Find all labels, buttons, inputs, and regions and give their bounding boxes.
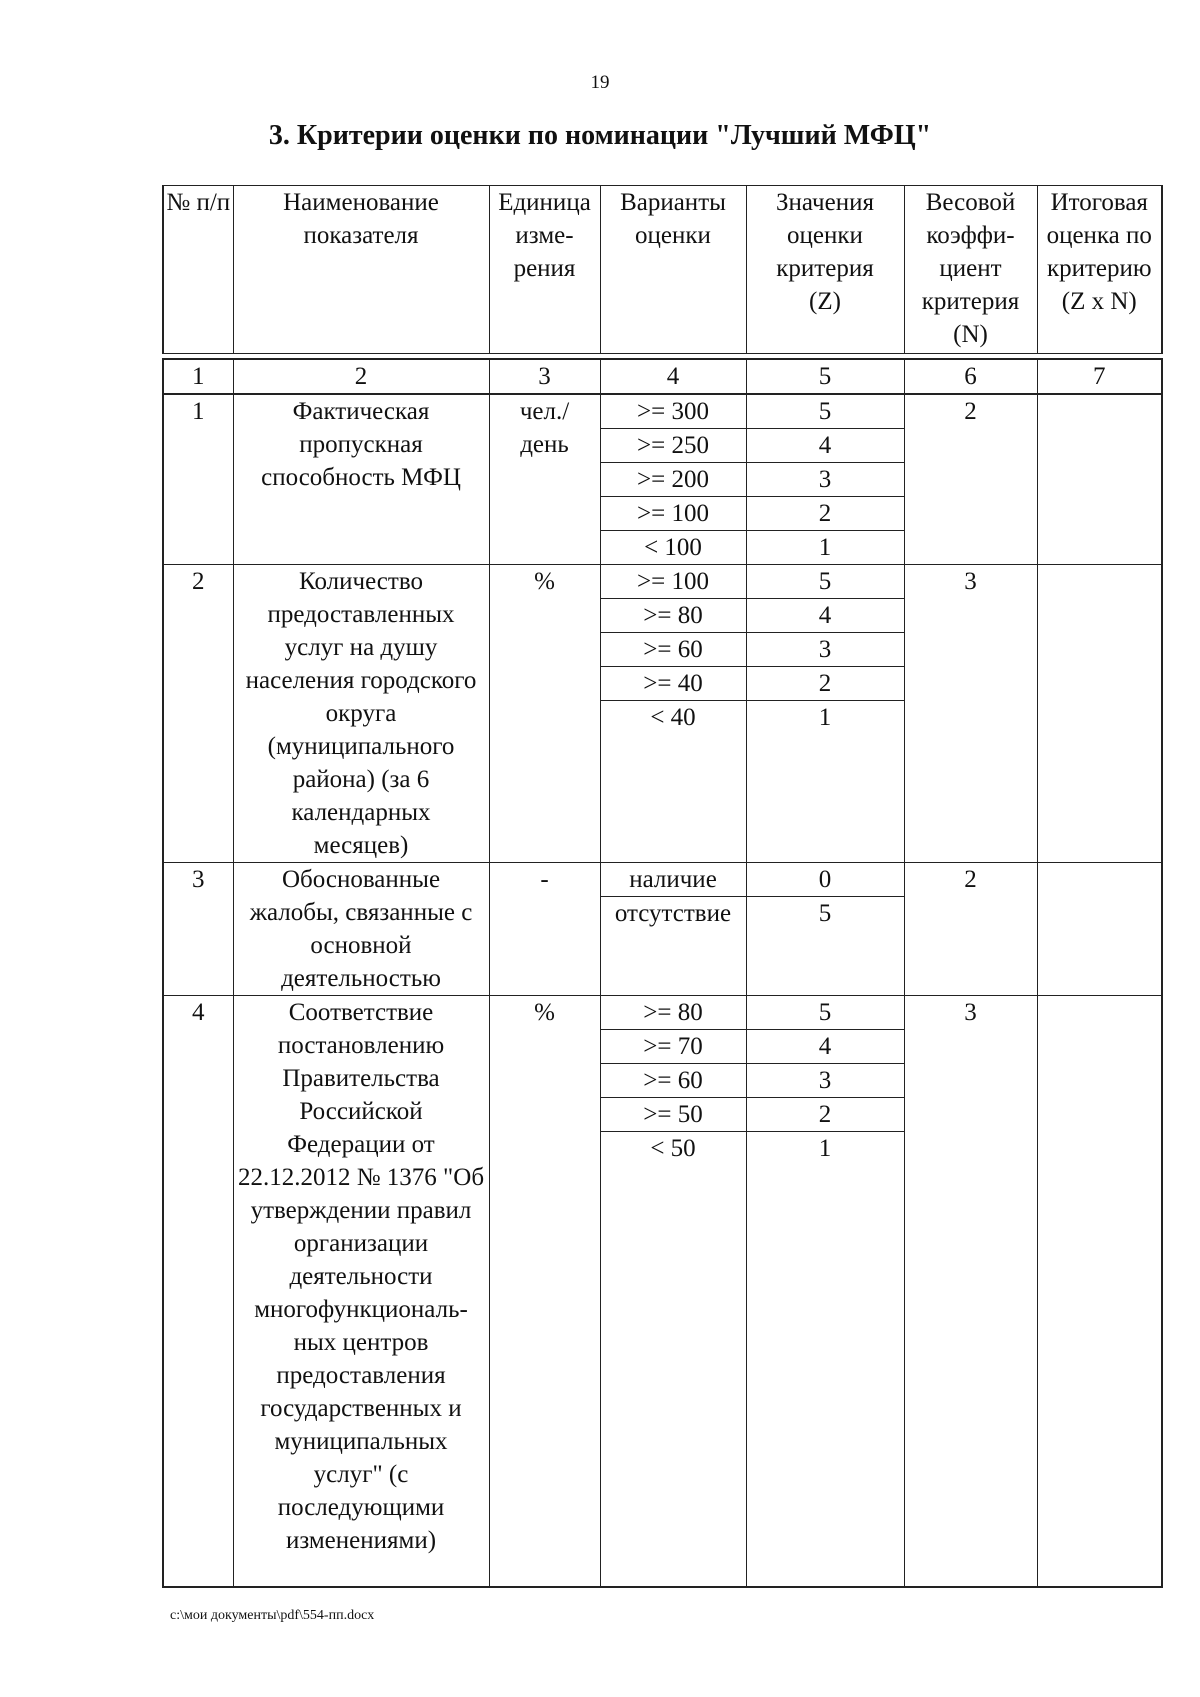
criterion-name: Соответствие постановлению Правительства Российской Федерации от 22.12.2012 № 1376 "Об утверждении правил организации деятельности многофункциональ-ных центров предоставления государственных и муниципальных услуг" (с последующими изменениями) bbox=[233, 996, 489, 1588]
variant: < 100 bbox=[644, 534, 702, 561]
criterion-unit: чел./ день bbox=[489, 394, 600, 565]
value: 0 bbox=[747, 863, 904, 897]
value: 1 bbox=[818, 1135, 832, 1162]
variant: >= 50 bbox=[601, 1098, 746, 1132]
value: 2 bbox=[747, 1098, 904, 1132]
criterion-row bbox=[163, 863, 1162, 996]
criterion-row bbox=[163, 565, 1162, 863]
criterion-weight: 2 bbox=[904, 863, 1037, 996]
criterion-unit: % bbox=[489, 996, 600, 1588]
variants-cell bbox=[600, 565, 746, 863]
column-number: 2 bbox=[233, 359, 489, 394]
value: 3 bbox=[747, 1064, 904, 1098]
header-values: Значения оценки критерия (Z) bbox=[746, 186, 904, 354]
criterion-number: 1 bbox=[163, 394, 233, 565]
variant: >= 80 bbox=[601, 996, 746, 1030]
footer-file-path: c:\мои документы\pdf\554-пп.docx bbox=[170, 1608, 375, 1623]
value: 2 bbox=[747, 667, 904, 701]
values-cell bbox=[746, 996, 904, 1588]
value: 4 bbox=[747, 1030, 904, 1064]
header-unit: Единица изме-рения bbox=[489, 186, 600, 354]
values-cell bbox=[746, 863, 904, 996]
header-total: Итоговая оценка по критерию (Z x N) bbox=[1037, 186, 1162, 354]
value: 5 bbox=[747, 565, 904, 599]
value: 4 bbox=[747, 599, 904, 633]
criteria-table bbox=[162, 185, 1163, 1588]
header-name: Наименование показателя bbox=[233, 186, 489, 354]
column-number: 5 bbox=[746, 359, 904, 394]
variant: >= 60 bbox=[601, 1064, 746, 1098]
criterion-row bbox=[163, 996, 1162, 1588]
column-number: 6 bbox=[904, 359, 1037, 394]
variant: >= 250 bbox=[601, 429, 746, 463]
value: 5 bbox=[747, 996, 904, 1030]
column-number: 4 bbox=[600, 359, 746, 394]
variant: >= 200 bbox=[601, 463, 746, 497]
header-row bbox=[163, 186, 1162, 354]
criterion-name: Фактическая пропускная способность МФЦ bbox=[233, 394, 489, 565]
variant: наличие bbox=[601, 863, 746, 897]
header-weight: Весовой коэффи-циент критерия (N) bbox=[904, 186, 1037, 354]
values-cell bbox=[746, 565, 904, 863]
criterion-total bbox=[1037, 565, 1162, 863]
value: 1 bbox=[818, 704, 832, 731]
criterion-name: Обоснованные жалобы, связанные с основной деятельностью bbox=[233, 863, 489, 996]
criterion-total bbox=[1037, 863, 1162, 996]
value: 2 bbox=[747, 497, 904, 531]
criterion-weight: 2 bbox=[904, 394, 1037, 565]
variant: отсутствие bbox=[614, 900, 732, 927]
variant: >= 100 bbox=[601, 565, 746, 599]
variant: >= 40 bbox=[601, 667, 746, 701]
header-variants: Варианты оценки bbox=[600, 186, 746, 354]
criterion-name: Количество предоставленных услуг на душу населения городского округа (муниципального района) (за 6 календарных месяцев) bbox=[233, 565, 489, 863]
value: 1 bbox=[818, 534, 832, 561]
criterion-number: 2 bbox=[163, 565, 233, 863]
criterion-row bbox=[163, 394, 1162, 565]
variants-cell bbox=[600, 394, 746, 565]
document-title: 3. Критерии оценки по номинации "Лучший МФЦ" bbox=[268, 120, 932, 151]
variant: < 50 bbox=[650, 1135, 696, 1162]
header-num: № п/п bbox=[163, 186, 233, 354]
column-number: 7 bbox=[1037, 359, 1162, 394]
variant: >= 300 bbox=[601, 395, 746, 429]
values-cell bbox=[746, 394, 904, 565]
variant: >= 100 bbox=[601, 497, 746, 531]
page-number: 19 bbox=[590, 72, 610, 93]
criterion-number: 3 bbox=[163, 863, 233, 996]
variant: >= 60 bbox=[601, 633, 746, 667]
variant: >= 80 bbox=[601, 599, 746, 633]
criterion-total bbox=[1037, 394, 1162, 565]
variant: >= 70 bbox=[601, 1030, 746, 1064]
criterion-weight: 3 bbox=[904, 996, 1037, 1588]
variants-cell bbox=[600, 863, 746, 996]
variants-cell bbox=[600, 996, 746, 1588]
value: 3 bbox=[747, 633, 904, 667]
value: 4 bbox=[747, 429, 904, 463]
criterion-unit: - bbox=[489, 863, 600, 996]
column-number: 1 bbox=[163, 359, 233, 394]
value: 5 bbox=[747, 395, 904, 429]
criterion-unit: % bbox=[489, 565, 600, 863]
variant: < 40 bbox=[650, 704, 696, 731]
value: 5 bbox=[818, 900, 832, 927]
column-number: 3 bbox=[489, 359, 600, 394]
value: 3 bbox=[747, 463, 904, 497]
criterion-number: 4 bbox=[163, 996, 233, 1588]
criterion-total bbox=[1037, 996, 1162, 1588]
criterion-weight: 3 bbox=[904, 565, 1037, 863]
column-number-row bbox=[163, 359, 1162, 394]
